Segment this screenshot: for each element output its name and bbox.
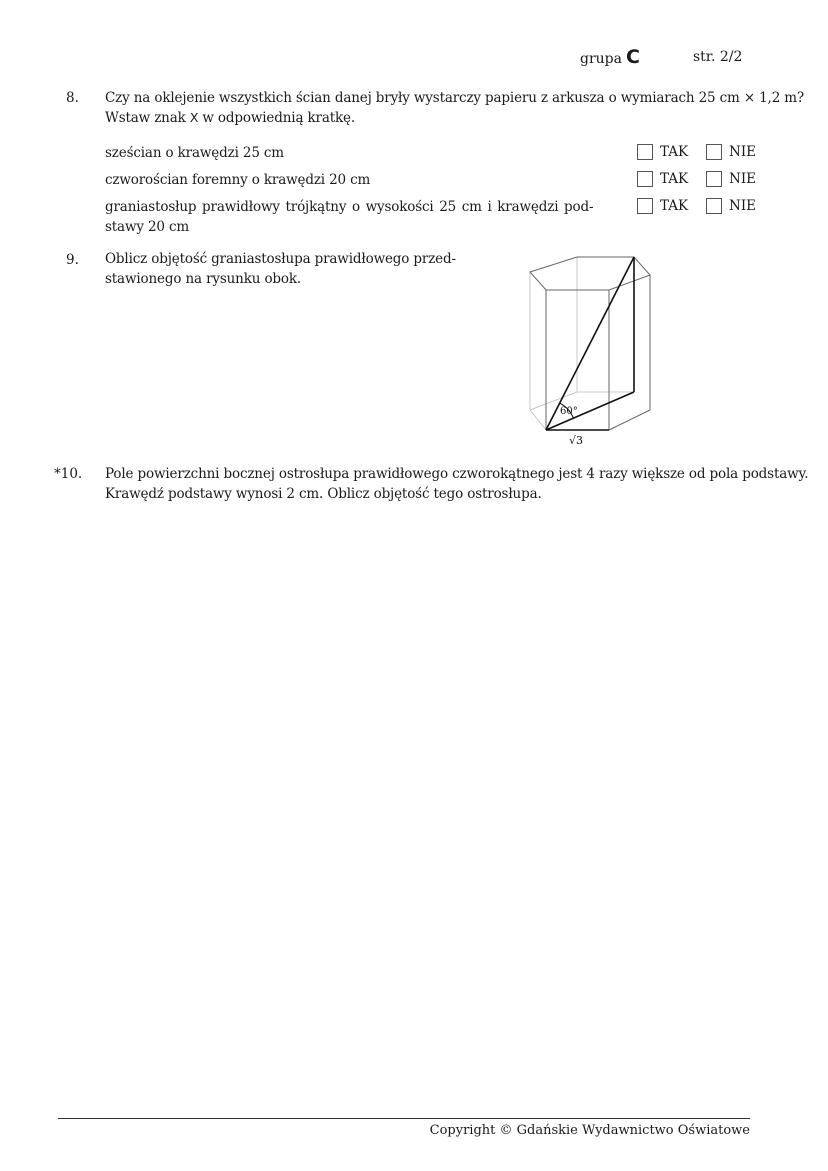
task-8-instruction-suffix: w odpowiednią kratkę. <box>198 110 356 126</box>
prism-highlighted-edges <box>546 257 634 430</box>
task-8-row-1-no[interactable] <box>706 144 756 160</box>
task-8-row-3-text-cont: stawy 20 cm <box>105 219 190 235</box>
task-8-instruction-prefix: Wstaw znak <box>105 110 190 126</box>
task-10-number: *10. <box>54 466 83 482</box>
task-8-row-3-no[interactable] <box>706 198 756 214</box>
checkbox-nie[interactable] <box>706 171 722 187</box>
checkbox-nie[interactable] <box>706 144 722 160</box>
task-8-row-2-no[interactable] <box>706 171 756 187</box>
task-8-mark-symbol: X <box>189 110 199 125</box>
footer-divider <box>58 1118 750 1119</box>
checkbox-tak-label: TAK <box>660 198 689 214</box>
task-8-question-line2 <box>105 108 355 128</box>
checkbox-tak[interactable] <box>637 144 653 160</box>
task-8-row-1-yes[interactable] <box>637 144 688 160</box>
task-8-row-2-text: czworościan foremny o krawędzi 20 cm <box>105 172 371 188</box>
group-letter: C <box>625 46 640 68</box>
angle-label: 60° <box>560 406 578 417</box>
task-8-row-2-yes[interactable] <box>637 171 688 187</box>
task-8-number: 8. <box>66 90 79 106</box>
page-number: str. 2/2 <box>693 49 743 65</box>
hexagonal-prism-figure <box>520 250 660 450</box>
task-9-question-line2: stawionego na rysunku obok. <box>105 271 302 287</box>
checkbox-tak-label: TAK <box>660 144 689 160</box>
checkbox-tak[interactable] <box>637 171 653 187</box>
group-label-text: grupa <box>580 51 622 67</box>
checkbox-nie[interactable] <box>706 198 722 214</box>
checkbox-nie-label: NIE <box>729 144 756 160</box>
checkbox-tak-label: TAK <box>660 171 689 187</box>
checkbox-nie-label: NIE <box>729 198 756 214</box>
checkbox-nie-label: NIE <box>729 171 756 187</box>
checkbox-tak[interactable] <box>637 198 653 214</box>
task-8-question-line1: Czy na oklejenie wszystkich ścian danej bryły wystarczy papieru z arkusza o wymiarach 25 cm × 1,2 m? <box>105 90 805 106</box>
task-8-row-1-text: sześcian o krawędzi 25 cm <box>105 145 284 161</box>
task-9-question-line1: Oblicz objętość graniastosłupa prawidłowego przed- <box>105 251 456 267</box>
task-8-row-3-yes[interactable] <box>637 198 688 214</box>
task-9-number: 9. <box>66 252 79 268</box>
group-label <box>580 46 640 68</box>
task-10-question-line1: Pole powierzchni bocznej ostrosłupa prawidłowego czworokątnego jest 4 razy większe od pola podstawy. <box>105 466 809 482</box>
task-8-row-3-text: graniastosłup prawidłowy trójkątny o wysokości 25 cm i krawędzi pod- <box>105 199 594 215</box>
base-edge-label: √3 <box>569 434 584 447</box>
task-10-question-line2: Krawędź podstawy wynosi 2 cm. Oblicz objętość tego ostrosłupa. <box>105 486 542 502</box>
footer-copyright: Copyright © Gdańskie Wydawnictwo Oświatowe <box>429 1123 750 1138</box>
